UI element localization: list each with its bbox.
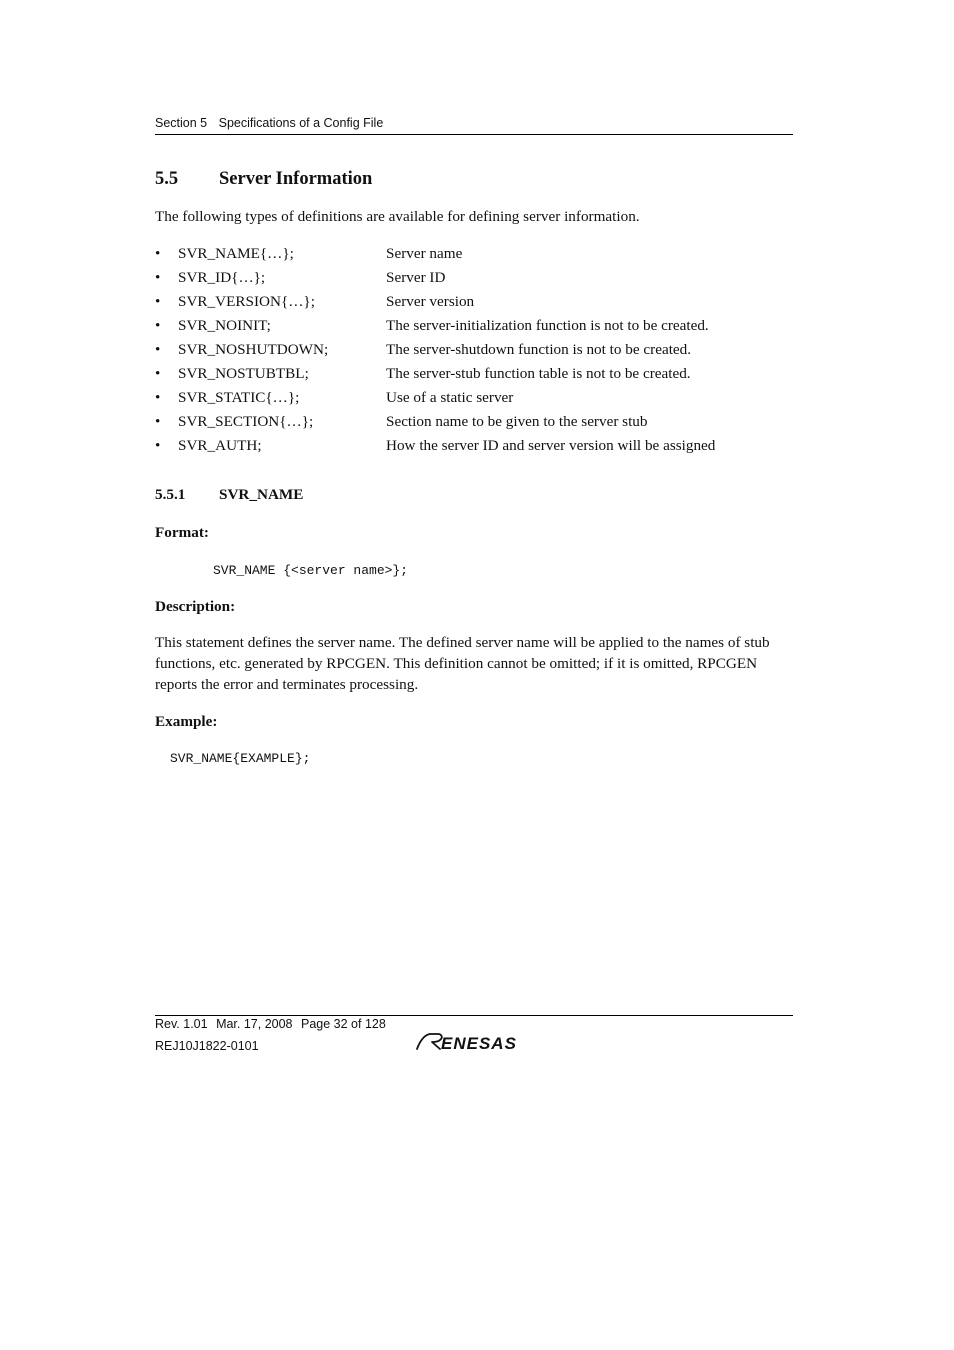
footer-divider (155, 1015, 793, 1016)
renesas-logo (414, 1031, 536, 1053)
section-title: Server Information (219, 169, 373, 189)
header-section-number: Section 5 (155, 116, 208, 130)
bullet-icon: • (155, 269, 161, 286)
footer-page: Page 32 of 128 (301, 1017, 386, 1031)
bullet-icon: • (155, 365, 161, 382)
definition-term: SVR_NOSHUTDOWN; (178, 341, 329, 358)
bullet-icon: • (155, 389, 161, 406)
logo-wordmark: ENESAS (441, 1034, 517, 1053)
definition-description: Server name (386, 245, 463, 262)
subsection-number: 5.5.1 (155, 486, 186, 503)
definition-description: The server-shutdown function is not to be created. (386, 341, 692, 358)
format-code: SVR_NAME {<server name>}; (213, 563, 409, 578)
bullet-icon: • (155, 293, 161, 310)
list-item (155, 363, 795, 387)
section-heading (155, 168, 372, 190)
section-intro: The following types of definitions are available for defining server information. (155, 208, 640, 225)
bullet-icon: • (155, 437, 161, 454)
list-item (155, 435, 795, 459)
description-label: Description: (155, 598, 236, 615)
list-item (155, 411, 795, 435)
footer-doc-code: REJ10J1822-0101 (155, 1039, 259, 1053)
definition-term: SVR_AUTH; (178, 437, 262, 454)
footer-rev: Rev. 1.01 (155, 1017, 208, 1031)
definition-description: How the server ID and server version will be assigned (386, 437, 716, 454)
list-item (155, 267, 795, 291)
list-item (155, 387, 795, 411)
definition-term: SVR_ID{…}; (178, 269, 266, 286)
definition-description: Section name to be given to the server stub (386, 413, 648, 430)
definition-description: Server ID (386, 269, 446, 286)
header-section-title: Specifications of a Config File (218, 116, 384, 130)
section-number: 5.5 (155, 169, 179, 189)
definition-description: The server-initialization function is not to be created. (386, 317, 709, 334)
footer-revision-line (155, 1017, 386, 1032)
definition-description: Use of a static server (386, 389, 514, 406)
bullet-icon: • (155, 341, 161, 358)
bullet-icon: • (155, 413, 161, 430)
definition-term: SVR_NOINIT; (178, 317, 271, 334)
description-text: This statement defines the server name. The defined server name will be applied to the names of stub functions, etc. generated by RPCGEN. This definition cannot be omitted; if it is omitted, RPCGEN reports the error and terminates processing. (155, 634, 770, 693)
footer-date: Mar. 17, 2008 (216, 1017, 293, 1031)
page-header (155, 116, 793, 135)
subsection-title: SVR_NAME (219, 486, 304, 503)
example-code: SVR_NAME{EXAMPLE}; (170, 751, 311, 766)
bullet-icon: • (155, 245, 161, 262)
list-item (155, 243, 795, 267)
definition-term: SVR_STATIC{…}; (178, 389, 300, 406)
example-label: Example: (155, 713, 218, 730)
list-item (155, 339, 795, 363)
definition-term: SVR_NOSTUBTBL; (178, 365, 309, 382)
definition-term: SVR_SECTION{…}; (178, 413, 314, 430)
definition-term: SVR_NAME{…}; (178, 245, 294, 262)
definition-description: Server version (386, 293, 475, 310)
list-item (155, 291, 795, 315)
definition-list (155, 243, 795, 459)
list-item (155, 315, 795, 339)
bullet-icon: • (155, 317, 161, 334)
definition-description: The server-stub function table is not to be created. (386, 365, 691, 382)
subsection-heading (155, 485, 303, 505)
definition-term: SVR_VERSION{…}; (178, 293, 315, 310)
format-label: Format: (155, 524, 209, 541)
